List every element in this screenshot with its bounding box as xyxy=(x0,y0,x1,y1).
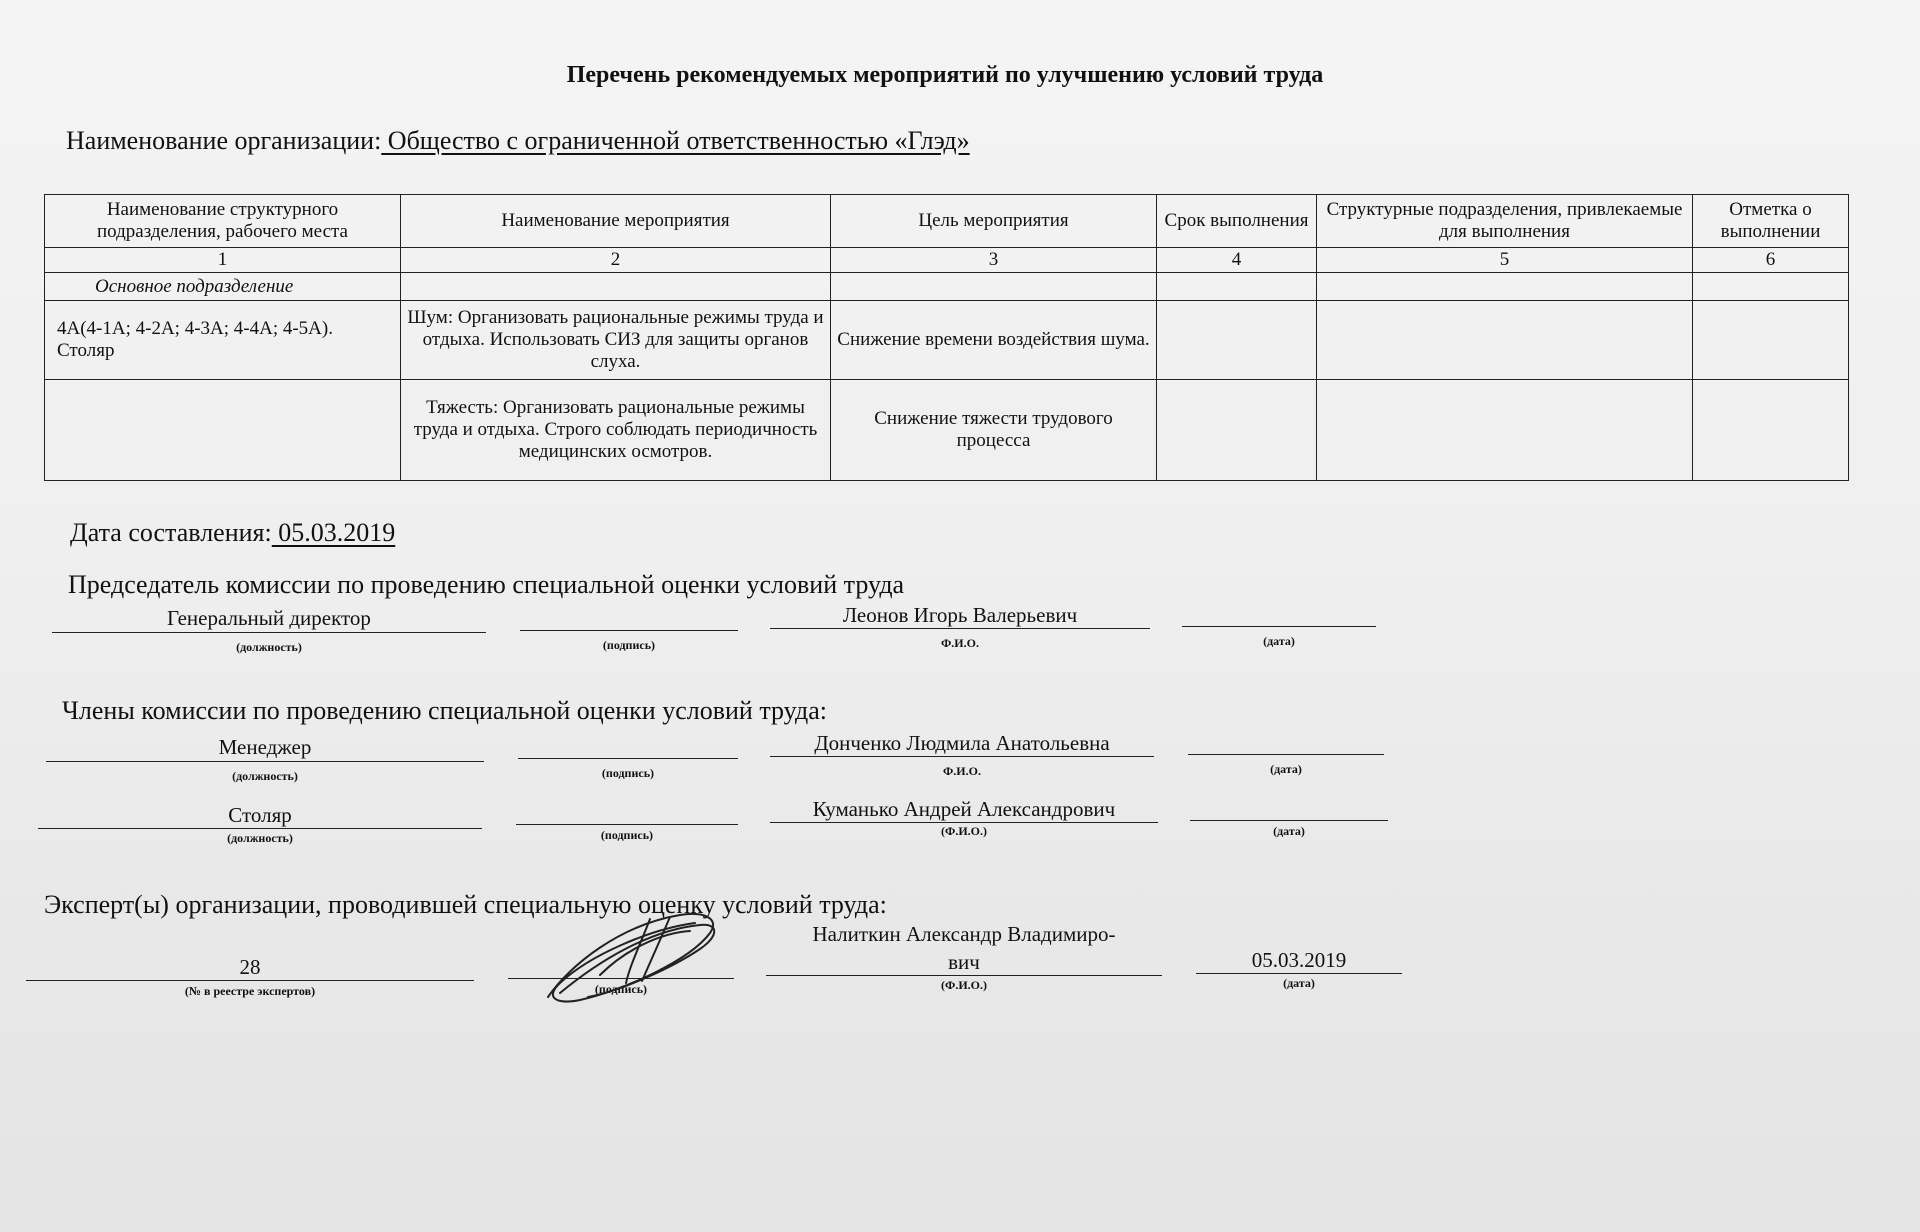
mark-cell xyxy=(1693,301,1849,380)
member-position-line xyxy=(46,761,484,762)
workplace-cell xyxy=(45,380,401,481)
member-name-line xyxy=(770,822,1158,823)
chairman-date-line xyxy=(1182,626,1376,627)
measures-table xyxy=(44,194,1849,481)
mark-cell xyxy=(1693,380,1849,481)
expert-date: 05.03.2019 xyxy=(1251,948,1347,972)
caption-signature: (подпись) xyxy=(602,638,656,652)
departments-cell xyxy=(1317,380,1693,481)
column-number: 6 xyxy=(1693,248,1849,273)
handwritten-signature xyxy=(530,905,730,1005)
organization-name: Общество с ограниченной ответственностью «Глэд» xyxy=(381,126,970,155)
caption-position: (должность) xyxy=(236,640,302,654)
caption-fio: Ф.И.О. xyxy=(941,636,979,650)
header-mark: Отметка о выполнении xyxy=(1693,195,1849,248)
expert-registry-number: 28 xyxy=(239,955,261,979)
member-position: Менеджер xyxy=(218,735,312,759)
caption-date: (дата) xyxy=(1270,762,1302,776)
organization-row xyxy=(66,126,970,156)
caption-signature: (подпись) xyxy=(594,982,648,996)
header-workplace: Наименование структурного подразделения, рабочего места xyxy=(45,195,401,248)
chairman-signature-line xyxy=(520,630,738,631)
chairman-name: Леонов Игорь Валерьевич xyxy=(842,603,1078,627)
caption-registry: (№ в реестре экспертов) xyxy=(184,984,316,998)
date-value: 05.03.2019 xyxy=(271,518,396,547)
caption-date: (дата) xyxy=(1263,634,1295,648)
column-number: 5 xyxy=(1317,248,1693,273)
expert-heading: Эксперт(ы) организации, проводившей специальную оценку условий труда: xyxy=(44,890,887,919)
member-date-line xyxy=(1188,754,1384,755)
document-title: Перечень рекомендуемых мероприятий по улучшению условий труда xyxy=(566,62,1324,88)
member-date-line xyxy=(1190,820,1388,821)
header-departments: Структурные подразделения, привлекаемые для выполнения xyxy=(1317,195,1693,248)
table-row xyxy=(45,301,1849,380)
member-position: Столяр xyxy=(228,803,292,827)
caption-signature: (подпись) xyxy=(601,766,655,780)
caption-fio: (Ф.И.О.) xyxy=(941,824,987,838)
workplace-cell: 4А(4-1А; 4-2А; 4-3А; 4-4А; 4-5А). Столяр xyxy=(45,301,401,380)
caption-date: (дата) xyxy=(1283,976,1315,990)
section-row xyxy=(45,273,1849,301)
chairman-position: Генеральный директор xyxy=(167,606,371,630)
member-signature-line xyxy=(516,824,738,825)
column-number: 2 xyxy=(401,248,831,273)
member-signature-line xyxy=(518,758,738,759)
table-row xyxy=(45,380,1849,481)
table-header-row xyxy=(45,195,1849,248)
goal-cell: Снижение времени воздействия шума. xyxy=(831,301,1157,380)
deadline-cell xyxy=(1157,301,1317,380)
expert-name-line xyxy=(766,975,1162,976)
expert-date-line xyxy=(1196,973,1402,974)
caption-fio: (Ф.И.О.) xyxy=(941,978,987,992)
caption-position: (должность) xyxy=(227,831,293,845)
member-name: Куманько Андрей Александрович xyxy=(812,797,1116,821)
caption-signature: (подпись) xyxy=(600,828,654,842)
chairman-name-line xyxy=(770,628,1150,629)
member-name-line xyxy=(770,756,1154,757)
measure-cell: Шум: Организовать рациональные режимы труда и отдыха. Использовать СИЗ для защиты органов слуха. xyxy=(401,301,831,380)
caption-date: (дата) xyxy=(1273,824,1305,838)
deadline-cell xyxy=(1157,380,1317,481)
header-measure: Наименование мероприятия xyxy=(401,195,831,248)
section-title: Основное подразделение xyxy=(45,273,401,301)
header-goal: Цель мероприятия xyxy=(831,195,1157,248)
header-deadline: Срок выполнения xyxy=(1157,195,1317,248)
date-label: Дата составления: xyxy=(70,518,272,547)
caption-fio: Ф.И.О. xyxy=(943,764,981,778)
expert-name-line2: вич xyxy=(948,950,980,974)
goal-cell: Снижение тяжести трудового процесса xyxy=(831,380,1157,481)
date-row xyxy=(70,518,395,548)
column-number: 4 xyxy=(1157,248,1317,273)
member-name: Донченко Людмила Анатольевна xyxy=(814,731,1110,755)
members-heading: Члены комиссии по проведению специальной оценки условий труда: xyxy=(62,696,828,725)
column-numbers-row xyxy=(45,248,1849,273)
expert-registry-line xyxy=(26,980,474,981)
chairman-heading: Председатель комиссии по проведению специальной оценки условий труда xyxy=(68,570,905,599)
measure-cell: Тяжесть: Организовать рациональные режимы труда и отдыха. Строго соблюдать периодичность медицинских осмотров. xyxy=(401,380,831,481)
column-number: 3 xyxy=(831,248,1157,273)
organization-label: Наименование организации: xyxy=(66,126,382,155)
column-number: 1 xyxy=(45,248,401,273)
chairman-position-line xyxy=(52,632,486,633)
expert-name-line1: Налиткин Александр Владимиро- xyxy=(812,922,1116,946)
caption-position: (должность) xyxy=(232,769,298,783)
departments-cell xyxy=(1317,301,1693,380)
member-position-line xyxy=(38,828,482,829)
